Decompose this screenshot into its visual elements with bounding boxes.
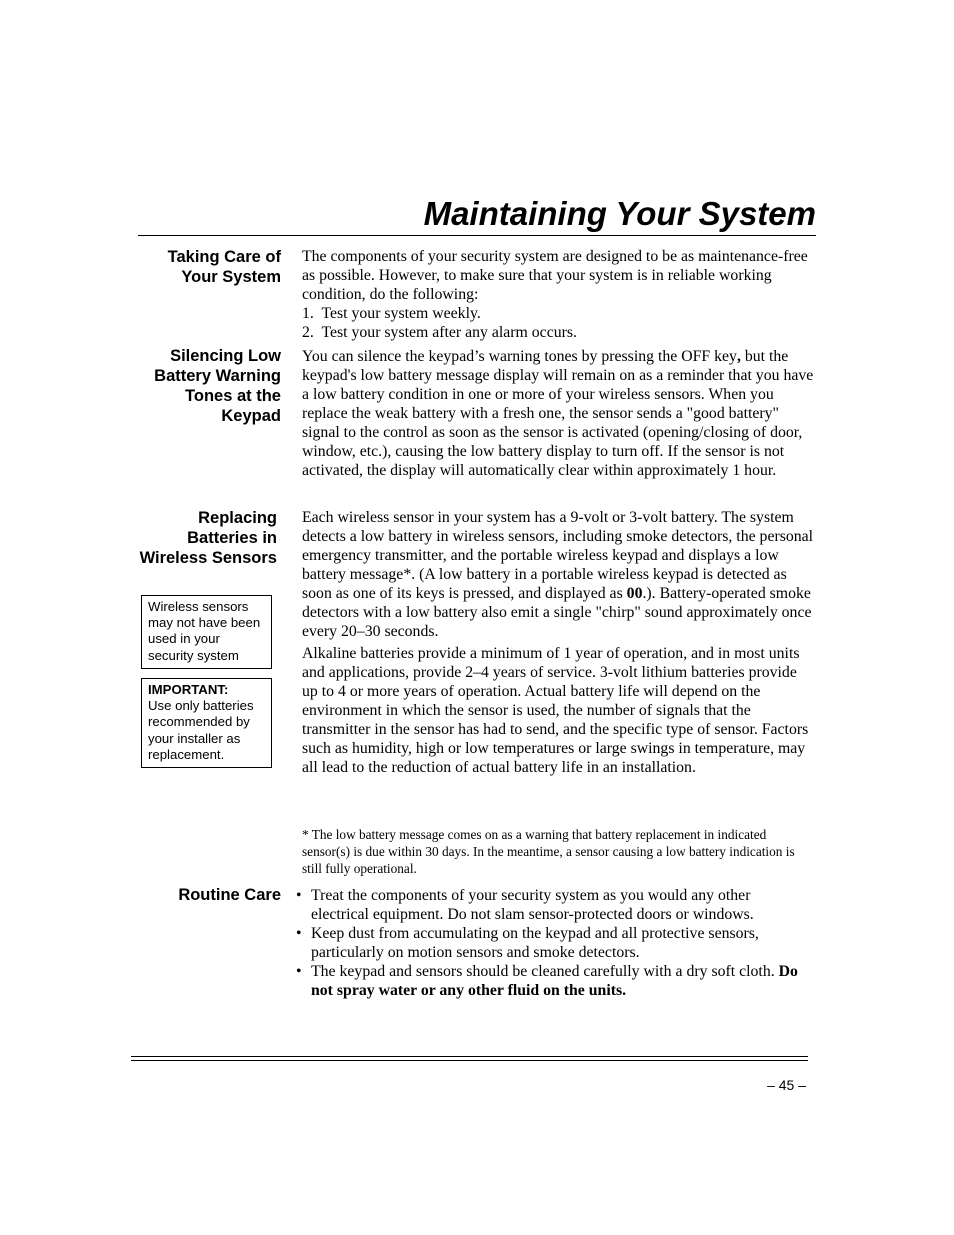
list-item-text: The keypad and sensors should be cleaned carefully with a dry soft cloth. xyxy=(311,963,779,980)
note-box-important xyxy=(141,678,272,768)
bullet-icon: • xyxy=(296,963,302,980)
heading-taking-care xyxy=(140,247,281,287)
heading-replacing xyxy=(120,508,277,568)
page-number: – 45 – xyxy=(767,1077,806,1093)
taking-care-body xyxy=(302,247,814,342)
heading-routine-care: Routine Care xyxy=(178,886,281,904)
heading-line: Your System xyxy=(181,268,281,286)
title-rule xyxy=(138,235,816,236)
heading-line: Silencing Low xyxy=(170,347,281,365)
list-item xyxy=(296,886,803,924)
replacing-paragraph-1 xyxy=(302,508,814,641)
replacing-text-a: Each wireless sensor in your system has a 9-volt or 3-volt battery. The system detects a low battery in wireless sensors, including smoke detectors, the personal emergency transmitter, and the portable wireless keypad and displays a low battery message*. (A low battery in a portable wireless keypad is detected as soon as one of its keys is pressed, and displayed as xyxy=(302,509,814,602)
bullet-icon: • xyxy=(296,925,302,942)
list-item xyxy=(296,962,803,1000)
footnote: * The low battery message comes on as a warning that battery replacement in indicated sensor(s) is due within 30 days. In the meantime, a sensor causing a low battery indication is still fully operational. xyxy=(302,827,795,876)
list-item xyxy=(296,924,803,962)
heading-line: Wireless Sensors xyxy=(139,549,277,567)
bullet-icon: • xyxy=(296,887,302,904)
silencing-text-b: but the keypad's low battery message display will remain on as a reminder that you have a low battery condition in one or more of your wireless sensors. When you replace the weak battery with a fresh one, the sensor sends a "good battery" signal to the control as soon as the sensor is activated (opening/closing of door, window, etc.), causing the low battery display to turn off. If the sensor is not activated, the display will automatically clear within approximately 1 hour. xyxy=(302,348,814,479)
list-item-text: Treat the components of your security system as you would any other electrical equipment. Do not slam sensor-protected doors or windows. xyxy=(311,887,754,923)
list-item: 2. Test your system after any alarm occurs. xyxy=(302,324,577,341)
note-text: Wireless sensors may not have been used in your security system xyxy=(148,599,261,663)
footer-rule xyxy=(131,1060,808,1061)
heading-silencing xyxy=(140,346,281,426)
replacing-body xyxy=(302,508,814,777)
replacing-text-b: .). Battery-operated smoke detectors with a low battery also emit a single "chirp" sound approximately once every 20–30 seconds. xyxy=(302,585,812,640)
replacing-bold-code: 00 xyxy=(626,585,643,602)
heading-line: Keypad xyxy=(221,407,281,425)
silencing-comma: , xyxy=(736,348,741,365)
heading-line: Replacing xyxy=(198,509,277,527)
silencing-text-a: You can silence the keypad’s warning tones by pressing the OFF key xyxy=(302,348,737,365)
replacing-paragraph-2: Alkaline batteries provide a minimum of 1 year of operation, and in most units and applications, provide 2–4 years of service. 3-volt lithium batteries provide up to 4 or more years of operation. Actual battery life will depend on the environment in which the sensor is used, the number of signals that the transmitter in the sensor has had to send, and the specific type of sensor. Factors such as humidity, high or low temperatures or large swings in temperature, may all lead to the reduction of actual battery life in an installation. xyxy=(302,645,809,776)
list-item: 1. Test your system weekly. xyxy=(302,305,481,322)
heading-line: Taking Care of xyxy=(167,248,281,266)
heading-line: Tones at the xyxy=(185,387,281,405)
heading-line: Battery Warning xyxy=(154,367,281,385)
routine-body xyxy=(296,886,803,1000)
footer-rule xyxy=(131,1056,808,1057)
silencing-paragraph xyxy=(302,347,814,480)
note-box-wireless xyxy=(141,595,272,669)
taking-care-steps xyxy=(302,304,814,342)
page-title: Maintaining Your System xyxy=(423,195,816,232)
list-item-text: Keep dust from accumulating on the keypad and all protective sensors, particularly on motion sensors and smoke detectors. xyxy=(311,925,759,961)
taking-care-intro: The components of your security system are designed to be as maintenance-free as possible. However, to make sure that your system is in reliable working condition, do the following: xyxy=(302,248,808,303)
heading-line: Batteries in xyxy=(187,529,277,547)
list-item-warning: Do not spray water or any other fluid on the units. xyxy=(311,963,798,999)
silencing-body xyxy=(302,347,814,480)
note-label: IMPORTANT: xyxy=(148,682,229,697)
note-text: Use only batteries recommended by your installer as replacement. xyxy=(148,698,254,762)
routine-list xyxy=(296,886,803,1000)
